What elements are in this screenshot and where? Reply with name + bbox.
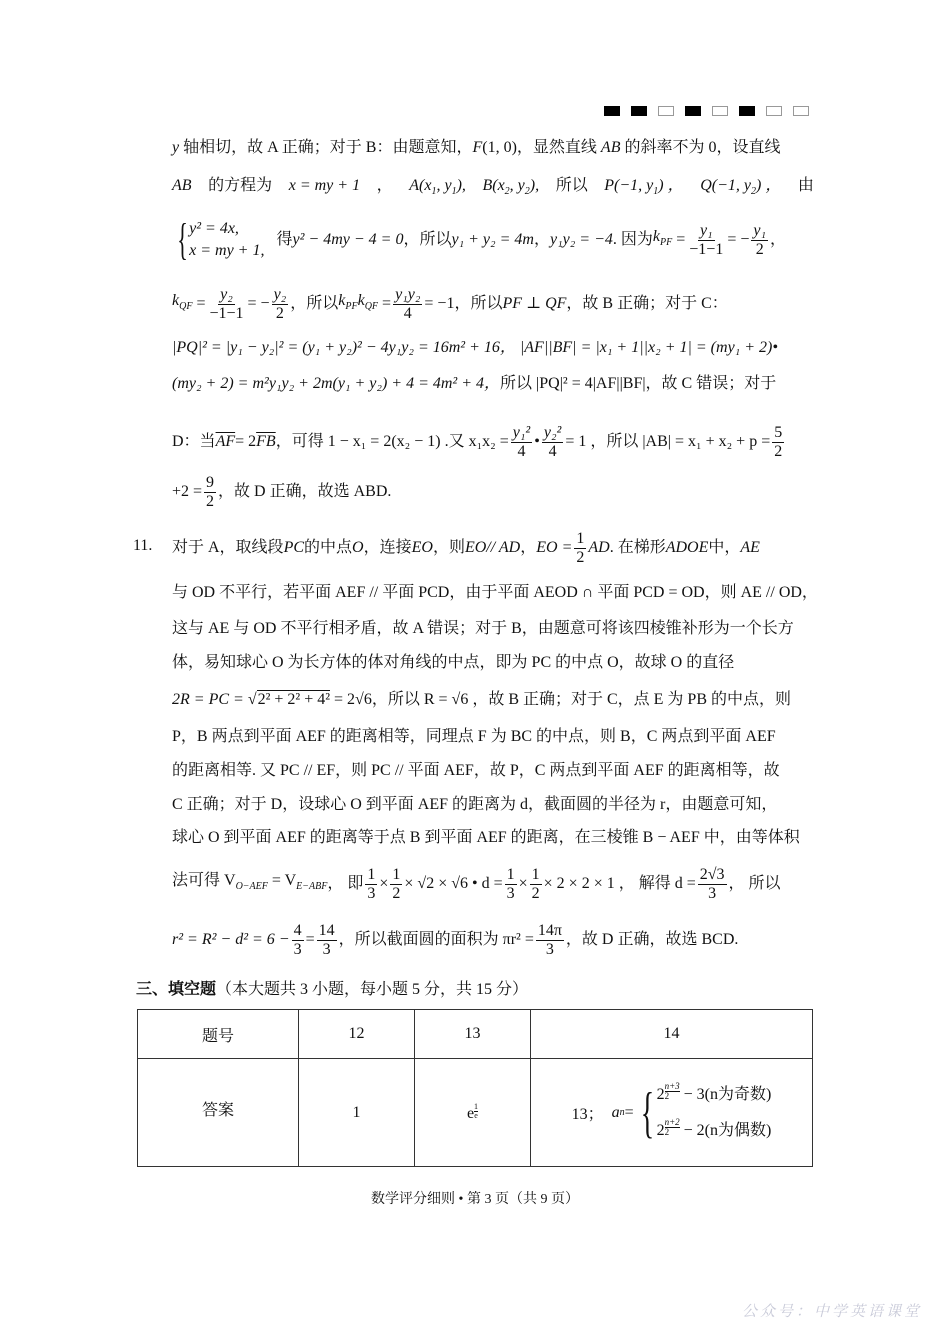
text: × √2 × √6 • d = [404, 875, 503, 892]
text: (my₂ + 2) = m²y₁y₂ + 2m(y₁ + y₂) + 4 = 4m² + 4， [172, 375, 501, 392]
fraction: $\frac{1}{3}$ [367, 865, 376, 902]
table-header-cell: 13 [415, 1010, 531, 1059]
q11-line-2: 与 OD 不平行，若平面 AEF // 平面 PCD，由于平面 AEOD ∩ 平面 PCD = OD，则 AE // OD， [172, 584, 818, 601]
fraction: $\frac{1}{2}$ [392, 865, 401, 902]
text: 所以 |PQ|² = 4|AF||BF|，故 C 错误；对于 [500, 375, 777, 392]
text: AB [172, 177, 192, 194]
fraction: $\frac{1}{2}$ [576, 529, 585, 566]
table-row [138, 1059, 813, 1167]
text: EO [411, 539, 433, 556]
text: ， 所以 [728, 875, 781, 892]
text: 的中点 [304, 539, 353, 556]
text: 轴相切，故 A 正确；对于 B：由题意知， [179, 139, 473, 156]
fraction: $\frac{1}{2}$ [531, 865, 540, 902]
text: D：当 [172, 433, 216, 450]
text: . 因为 [612, 231, 653, 248]
q11-line-9: 球心 O 到平面 AEF 的距离等于点 B 到平面 AEF 的距离，在三棱锥 B − AEF 中，由等体积 [172, 829, 800, 846]
answer-13: e $^{\frac{1}{e}}$ [415, 1059, 531, 1167]
vector-af: $\overline{AF}$ [215, 433, 236, 450]
text: ， [520, 539, 537, 556]
text: (1, 0)，显然直线 [482, 139, 601, 156]
fraction: $\frac{14}{3}$ [318, 921, 335, 958]
text: AE [740, 539, 760, 556]
progress-mark-filled [604, 106, 620, 116]
table-header-cell: 12 [299, 1010, 415, 1059]
text: ，所以 [403, 231, 452, 248]
text: AB [600, 139, 621, 156]
q11-line-4: 体，易知球心 O 为长方体的体对角线的中点，即为 PC 的中点 O，故球 O 的直径 [172, 654, 735, 671]
text: ， 即 [327, 875, 364, 892]
text: ，所以 [290, 295, 339, 312]
piecewise-brace: { 2 $^{\frac{n+3}{2}}$ − 3(n为奇数) 2 $^{\frac{n+2}{2}}$ − 2(n为偶数) [640, 1080, 772, 1144]
text: ，故 B 正确；对于 C： [566, 295, 728, 312]
text: ，所以截面圆的面积为 πr² = [338, 931, 534, 948]
fraction: $\frac{2√3}{3}$ [699, 865, 725, 902]
table-header-row [138, 1010, 813, 1059]
text: ，连接 [363, 539, 412, 556]
q11-line-11 [172, 918, 814, 962]
text: ADOE [665, 539, 709, 556]
watermark: 公众号：中学英语课堂 [742, 1304, 923, 1320]
text: y [172, 139, 180, 156]
answer-table [137, 1009, 813, 1167]
q11-line-1 [172, 526, 814, 570]
text: 2R = PC = [172, 691, 248, 708]
text: = −1 [424, 295, 455, 312]
text: y₁ + y₂ = 4m [451, 231, 534, 248]
section-number: 三、 [136, 981, 169, 998]
point-p: P(−1, $y_1$) ， [604, 177, 684, 197]
text: EO// AD [464, 539, 521, 556]
section-note: （本大题共 3 小题，每小题 5 分，共 15 分） [216, 981, 529, 998]
page-progress-marks [604, 106, 809, 116]
text: × 2 × 2 × 1 ， 解得 d = [543, 875, 696, 892]
text: O [352, 539, 364, 556]
text: x = my + 1 [288, 177, 361, 194]
progress-mark-filled [685, 106, 701, 116]
equation-system: { y² = 4x, x = my + 1, [177, 215, 265, 264]
progress-mark-empty [712, 106, 728, 116]
q10-line-1 [172, 138, 814, 158]
text: EO = [536, 539, 573, 556]
text: +2 = [172, 483, 203, 500]
q11-line-7: 的距离相等. 又 PC // EF，则 PC // 平面 AEF，故 P，C 两点到平面 AEF 的距离相等，故 [172, 762, 780, 779]
progress-mark-empty [766, 106, 782, 116]
k-pf: $k_{PF}$ [652, 228, 673, 248]
fraction: $\frac{\text{y₁y₂}}{4}$ [395, 285, 421, 322]
text: PF ⊥ QF [502, 295, 567, 312]
q11-line-6: P，B 两点到平面 AEF 的距离相等，同理点 F 为 BC 的中点，则 B，C 两点到平面 AEF [172, 728, 776, 745]
text: F [472, 139, 483, 156]
text: ，故 D 正确，故选 BCD. [565, 931, 739, 948]
text: 的方程为 [208, 177, 273, 194]
q11-line-5: 2R = PC = √2² + 2² + 4² = 2√6，所以 R = √6 ，故 B 正确；对于 C，点 E 为 PB 的中点，则 [172, 691, 792, 708]
progress-mark-filled [631, 106, 647, 116]
fraction: $\frac{9}{2}$ [206, 473, 215, 510]
text: ，所以 [454, 295, 503, 312]
row-label: 答案 [138, 1059, 299, 1167]
fraction: $\frac{\text{y₂²}}{4}$ [543, 423, 562, 460]
q11-line-10: 法可得 $V_{O-AEF} = V_{E-ABF}$ ， 即 $\frac{1}{3}$ × $\frac{1}{2}$ × √2 × √6 • d = $\frac{1}{3}$ × $\frac{1}{2}$ × 2 × 2 × 1 ， 解得 d = $\frac{2√3}{3}$ ， 所以 [172, 865, 781, 902]
text: 由 [797, 177, 814, 194]
section-title: 填空题 [168, 981, 217, 998]
fraction: $\frac{\text{y₂}}{2}$ [273, 285, 287, 322]
fraction: $\frac{\text{y₂}}{-1-1}$ [209, 285, 244, 322]
text: PC [283, 539, 305, 556]
question-number-11: 11. [133, 537, 153, 554]
text: r² = R² − d² = 6 − [172, 931, 290, 948]
text: ， [376, 177, 393, 194]
point-a: $A(x_1$, $y_1$), [409, 177, 466, 197]
text: 的斜率不为 0，设直线 [620, 139, 781, 156]
answer-12: 1 [299, 1059, 415, 1167]
answer-14: 13； a n = { 2 $^{\frac{n+3}{2}}$ − 3(n为奇数) 2 $^{\frac{n+2}{2}}$ − 2(n为偶数) [531, 1059, 813, 1167]
text: 得 [276, 231, 293, 248]
text: = 2 [235, 433, 257, 450]
fraction: $\frac{4}{3}$ [293, 921, 302, 958]
text: . 在梯形 [609, 539, 666, 556]
q11-line-3: 这与 AE 与 OD 不平行相矛盾，故 A 错误；对于 B，由题意可将该四棱锥补形为一个长方 [172, 620, 794, 637]
text: = [305, 931, 315, 948]
text: 法可得 $V_{O-AEF} = V_{E-ABF}$ [172, 872, 328, 892]
text: y₁y₂ = −4 [549, 231, 613, 248]
text: ， [533, 231, 550, 248]
k-qf: $k_{QF}$ [172, 292, 193, 312]
text: = 2√6，所以 R = √6 ，故 B 正确；对于 C，点 E 为 PB 的中点，则 [330, 691, 792, 708]
sqrt-expression: 2² + 2² + 4² [257, 691, 331, 708]
text: 对于 A，取线段 [172, 539, 284, 556]
point-b: $B(x_2$, $y_2$), [482, 177, 540, 197]
table-header-cell: 14 [531, 1010, 813, 1059]
progress-mark-empty [793, 106, 809, 116]
progress-mark-filled [739, 106, 755, 116]
page-footer: 数学评分细则 • 第 3 页（共 9 页） [371, 1192, 579, 1207]
fraction: $\frac{1}{3}$ [506, 865, 515, 902]
q10-line-3: { y² = 4x, x = my + 1, 得 y² − 4my − 4 = 0 ，所以 y₁ + y₂ = 4m ， y₁y₂ = −4 . 因为 $k_{PF}$ = $\frac{\text{y₁}}{-1-1}$ = − $\frac{\text{y₁}}{2}$ ， [172, 218, 814, 262]
text: = 1 ，所以 |AB| = x₁ + x₂ + p = [565, 433, 771, 450]
q11-line-8: C 正确；对于 D，设球心 O 到平面 AEF 的距离为 d，截面圆的半径为 r，由题意可知， [172, 796, 778, 813]
fraction: $\frac{\text{y₁²}}{4}$ [512, 423, 531, 460]
q10-line-7: D：当 $\overline{AF}$ = 2 $\overline{FB}$ ，可得 1 − x₁ = 2(x₂ − 1) .又 x₁x₂ = $\frac{\text{y₁²}}{4}$ • $\frac{\text{y₂²}}{4}$ = 1 ，所以 |AB| = x₁ + x₂ + p = $\frac{5}{2}$ [172, 423, 783, 460]
text: 中， [708, 539, 741, 556]
q10-line-5: |PQ|² = |y₁ − y₂|² = (y₁ + y₂)² − 4y₁y₂ = 16m² + 16， |AF||BF| = |x₁ + 1||x₂ + 1| = (my₁ + 2)• [172, 339, 778, 356]
q10-line-4: $k_{QF}$ = $\frac{\text{y₂}}{-1-1}$ = − $\frac{\text{y₂}}{2}$ ，所以 $k_{PF}k_{QF}$ = $\frac{\text{y₁y₂}}{4}$ = −1 ，所以 PF ⊥ QF ，故 B 正确；对于 C： [172, 285, 728, 322]
text: ，可得 1 − x₁ = 2(x₂ − 1) .又 x₁x₂ = [275, 433, 509, 450]
fraction: $\frac{5}{2}$ [774, 423, 783, 460]
q10-line-2 [172, 176, 814, 202]
text: 所以 [555, 177, 588, 194]
point-q: Q(−1, $y_2$) ， [700, 177, 782, 197]
vector-fb: $\overline{FB}$ [256, 433, 276, 450]
text: ，故 D 正确，故选 ABD. [218, 483, 392, 500]
k-product: $k_{PF}k_{QF}$ [338, 292, 379, 312]
text: AD [588, 539, 610, 556]
fraction: $\frac{\text{y₁}}{2}$ [753, 221, 767, 258]
fraction: $\frac{14\pi}{3}$ [537, 921, 562, 958]
q10-line-6 [172, 374, 814, 394]
text: ，则 [432, 539, 465, 556]
q10-line-8 [172, 470, 814, 514]
section-heading [136, 976, 528, 999]
fraction: $\frac{\text{y₁}}{-1-1}$ [689, 221, 724, 258]
table-header-cell: 题号 [138, 1010, 299, 1059]
text: y² − 4my − 4 = 0 [292, 231, 404, 248]
progress-mark-empty [658, 106, 674, 116]
